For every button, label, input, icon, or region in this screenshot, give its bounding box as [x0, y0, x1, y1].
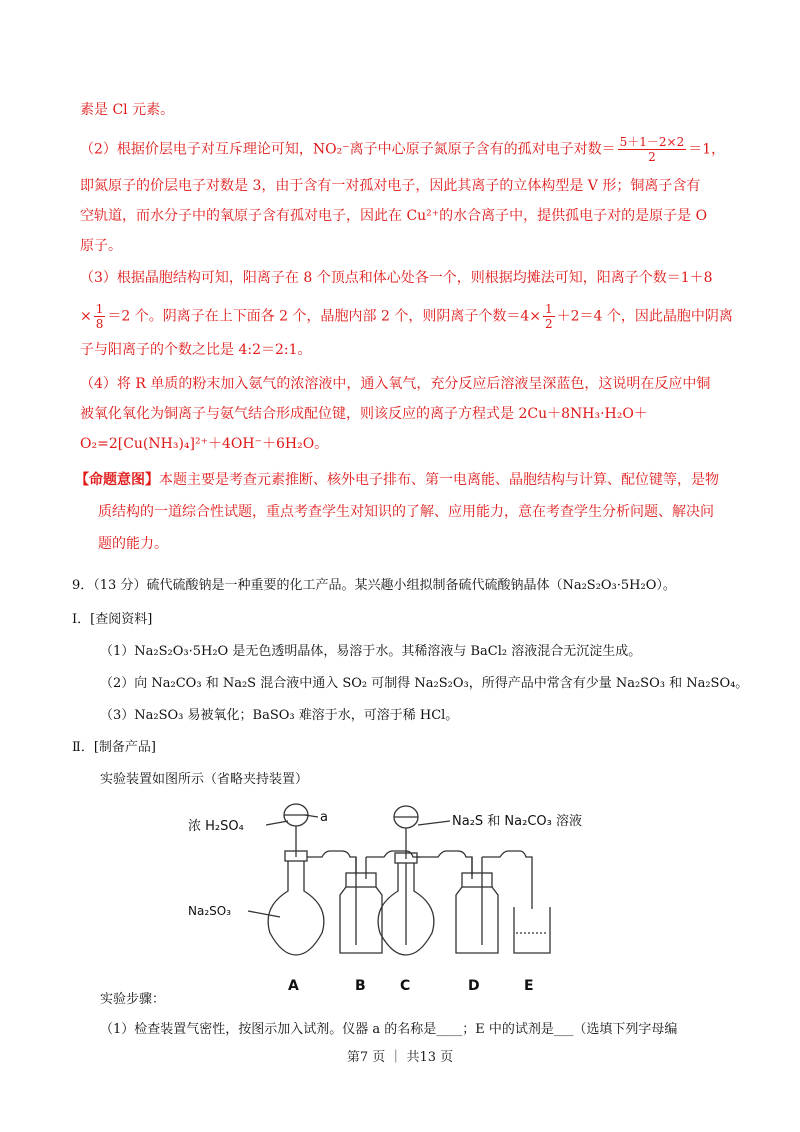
label-na2so3: Na₂SO₃ [188, 904, 232, 918]
label-solution: Na₂S 和 Na₂CO₃ 溶液 [452, 814, 582, 829]
answer-line-11: O₂=2[Cu(NH₃)₄]²⁺＋4OH⁻＋6H₂O。 [80, 436, 329, 452]
steps-heading: 实验步骤： [100, 992, 166, 1007]
apparatus-b [340, 857, 382, 953]
answer-line-10: 被氧化氧化为铜离子与氨气结合形成配位键，则该反应的离子方程式是 2Cu＋8NH₃·H₂O＋ [80, 406, 648, 422]
answer-part-3-cont: × $\frac{1}{8}$ ＝2 个。阴离子在上下面各 2 个，晶胞内部 2 个，则阴离子个数＝4× $\frac{1}{2}$ ＋2＝4 个，因此晶胞中阴离 [80, 302, 733, 331]
answer-part-3: （3）根据晶胞结构可知，阳离子在 8 个顶点和体心处各一个，则根据均摊法可知，阳离子个数＝1＋8 [80, 270, 713, 286]
info-3: （3）Na₂SO₃ 易被氧化；BaSO₃ 难溶于水，可溶于稀 HCl。 [100, 708, 459, 723]
section-heading-2: Ⅱ．[制备产品] [72, 740, 156, 755]
answer-line-4: 空轨道，而水分子中的氧原子含有孤对电子，因此在 Cu²⁺的水合离子中，提供孤电子对的是原子是 O [80, 208, 708, 224]
question-9: 9．（13 分）硫代硫酸钠是一种重要的化工产品。某兴趣小组拟制备硫代硫酸钠晶体（Na₂S₂O₃·5H₂O）。 [72, 578, 676, 593]
apparatus-c [378, 806, 434, 955]
apparatus-e [514, 907, 550, 953]
step-1: （1）检查装置气密性，按图示加入试剂。仪器 a 的名称是____；E 中的试剂是___（选填下列字母编 [100, 1022, 678, 1037]
answer-part-4: （4）将 R 单质的粉末加入氨气的浓溶液中，通入氧气，充分反应后溶液呈深蓝色，这说明在反应中铜 [80, 376, 711, 392]
letter-c: C [400, 978, 411, 994]
letter-a: A [288, 978, 299, 994]
fraction: $\frac{5+1-2\times 2}{2}$ [619, 135, 685, 164]
answer-line-1: 素是 Cl 元素。 [80, 102, 175, 118]
answer-line-8: 子与阳离子的个数之比是 4:2＝2:1。 [80, 342, 312, 358]
fraction: $\frac{1}{8}$ [95, 302, 104, 331]
intent-line-2: 质结构的一道综合性试题，重点考查学生对知识的了解、应用能力，意在考查学生分析问题、解决问 [98, 504, 714, 520]
apparatus-d [456, 857, 498, 953]
intent-line-1: 【命题意图】本题主要是考查元素推断、核外电子排布、第一电离能、晶胞结构与计算、配位键等，是物 [75, 472, 719, 488]
apparatus-diagram [170, 795, 620, 994]
info-2: （2）向 Na₂CO₃ 和 Na₂S 混合液中通入 SO₂ 可制得 Na₂S₂O₃，所得产品中常含有少量 Na₂SO₃ 和 Na₂SO₄。 [100, 676, 749, 691]
page-footer: 第7 页 ｜ 共13 页 [346, 1050, 454, 1065]
info-1: （1）Na₂S₂O₃·5H₂O 是无色透明晶体，易溶于水。其稀溶液与 BaCl₂ 溶液混合无沉淀生成。 [100, 644, 642, 659]
fraction: $\frac{1}{2}$ [544, 302, 553, 331]
letter-d: D [468, 978, 480, 994]
apparatus-description: 实验装置如图所示（省略夹持装置） [100, 772, 309, 787]
answer-part-2: （2）根据价层电子对互斥理论可知，NO₂⁻离子中心原子氮原子含有的孤对电子对数＝ $\frac{5+1-2\times 2}{2}$ ＝1， [80, 135, 726, 164]
intent-line-3: 题的能力。 [98, 536, 168, 552]
letter-e: E [524, 978, 534, 994]
answer-line-3: 即氮原子的价层电子对数是 3，由于含有一对孤对电子，因此其离子的立体构型是 V 形；铜离子含有 [80, 178, 701, 194]
answer-part-2-text: （2）根据价层电子对互斥理论可知，NO₂⁻离子中心原子氮原子含有的孤对电子对数＝ [80, 141, 616, 158]
letter-b: B [355, 978, 366, 994]
apparatus-a [268, 804, 324, 955]
label-a: a [320, 810, 328, 825]
section-heading-1: I．[查阅资料] [72, 612, 153, 627]
answer-line-5: 原子。 [80, 238, 122, 254]
intent-label: 【命题意图】 [75, 472, 159, 488]
label-conc-h2so4: 浓 H₂SO₄ [188, 819, 244, 834]
